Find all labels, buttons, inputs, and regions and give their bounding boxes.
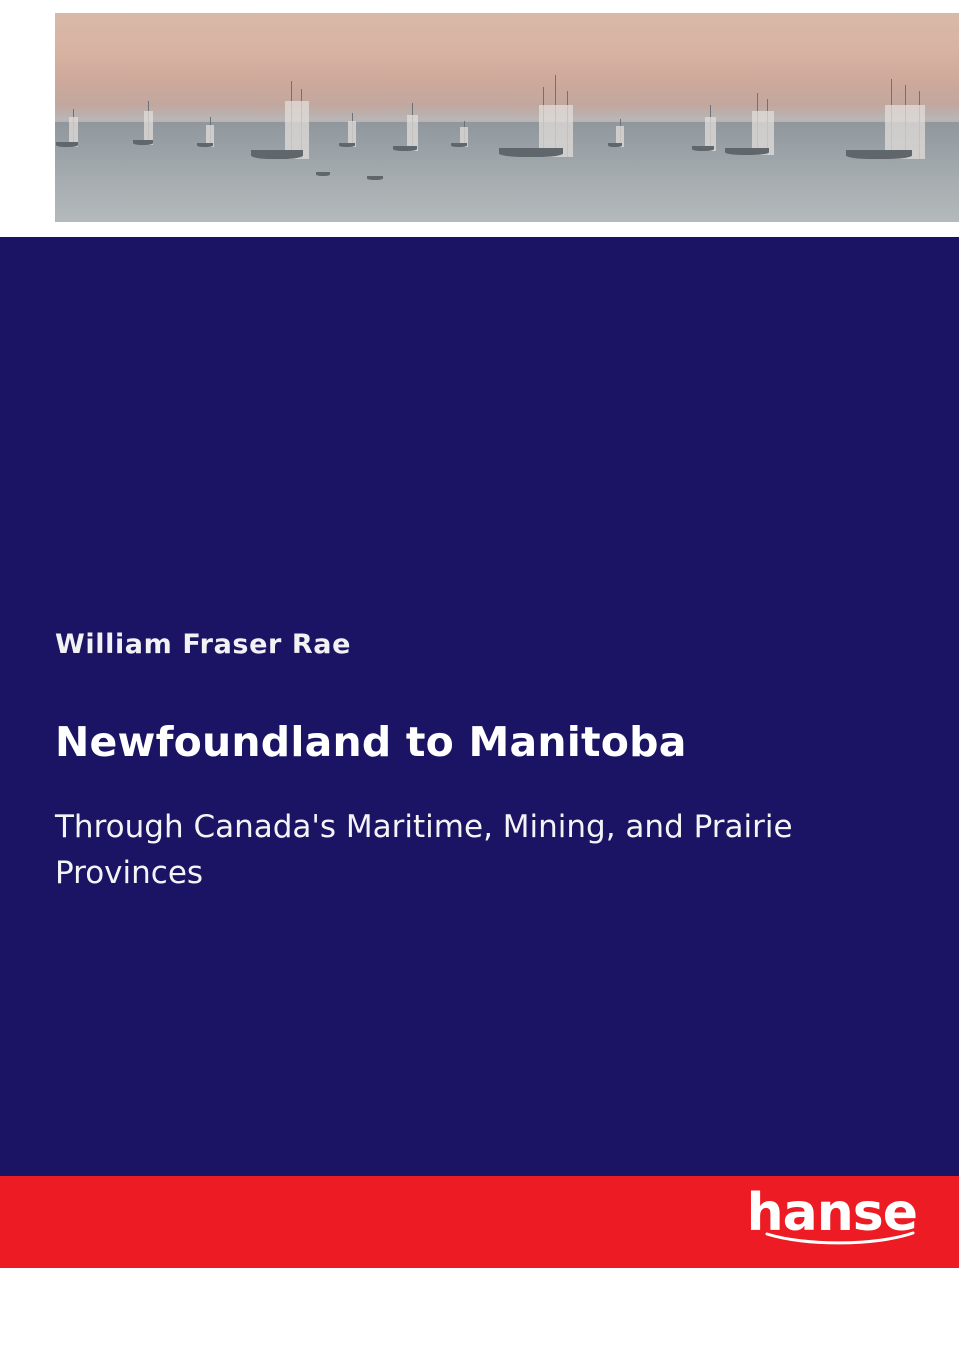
sea [55,122,959,222]
footer-band [0,1176,959,1268]
book-title: Newfoundland to Manitoba [55,718,687,766]
publisher-logo [746,1183,917,1243]
cover-photo-frame [0,0,959,237]
author-name: William Fraser Rae [55,629,352,660]
logo-swoosh-icon [765,1230,915,1246]
publisher-logo-text: hanse [746,1183,917,1243]
cover-text-block [55,629,905,896]
tall-ships-at-sea-photo [55,13,959,222]
book-subtitle: Through Canada's Maritime, Mining, and Prairie Provinces [55,809,793,891]
cover-background [0,237,959,1268]
